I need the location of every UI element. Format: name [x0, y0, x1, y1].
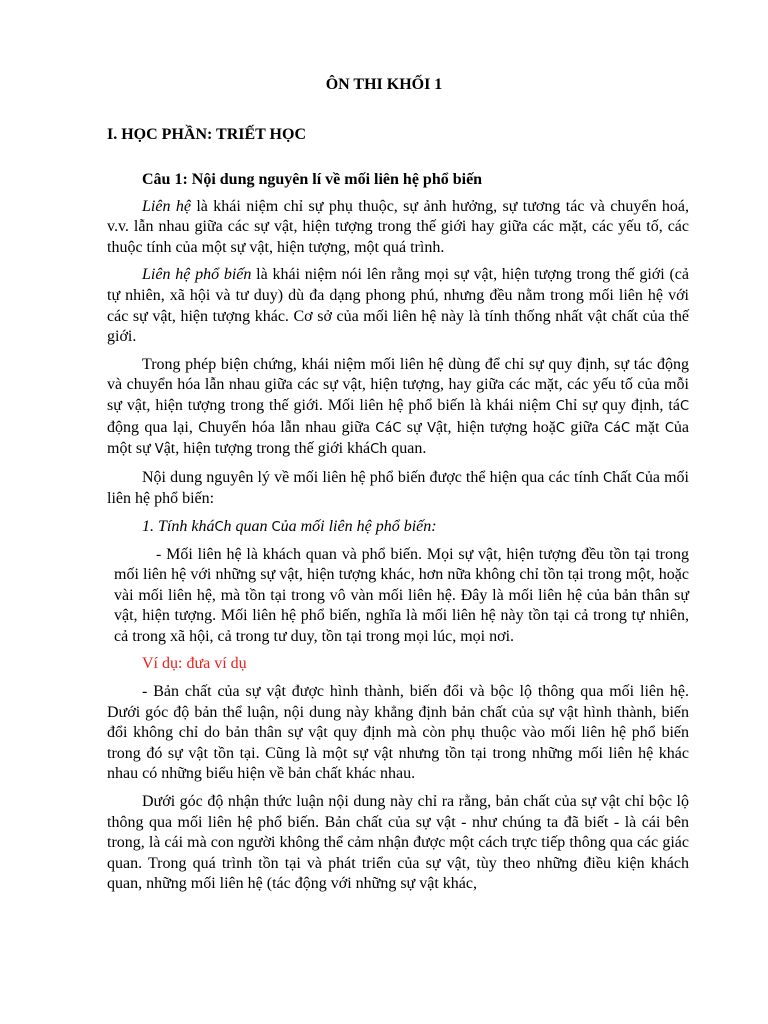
paragraph-definition	[107, 197, 689, 259]
glyph-run: C	[635, 470, 645, 486]
section-heading: I. HỌC PHẦN: TRIẾT HỌC	[107, 126, 306, 143]
glyph-run: V	[427, 420, 436, 436]
glyph-run: C	[603, 470, 613, 486]
text-run: ật, hiện tượng trong thế giới khá	[163, 440, 371, 458]
glyph-run: C	[370, 442, 380, 458]
text-run: ủa mối liên hệ phổ biến:	[107, 468, 689, 508]
text-run: sự	[401, 418, 428, 436]
paragraph-text: là khái niệm chỉ sự phụ thuộc, sự ảnh hưởng, sự tương tác và chuyển hoá, v.v. lẫn nhau giữa các sự vật, hiện tượng trong thế giới hay giữa các mặt, các yếu tố, các thuộc tính của một sự vật, hiện tượng, một quá trình.	[107, 197, 690, 256]
term-lien-he: Liên hệ	[142, 197, 191, 215]
text-run: Nội dung nguyên lý về mối liên hệ phổ biến được thể hiện qua các tính	[142, 468, 604, 486]
text-run: ủa một sự	[107, 418, 690, 458]
paragraph-epistemology: Dưới góc độ nhận thức luận nội dung này chỉ ra rằng, bản chất của sự vật chỉ bộc lộ thông qua mối liên hệ phổ biến. Bản chất của sự vật - như chúng ta đã biết - là cái bên trong, là cái mà con người không thể cảm nhận được một cách trực tiếp thông qua các giác quan. Trong quá trình tồn tại và phát triển của sự vật, tùy theo những điều kiện khách quan, những mối liên hệ (tác động với những sự vật khác,	[107, 793, 689, 893]
text-run: giữa	[564, 418, 604, 436]
paragraph-principle	[107, 468, 689, 510]
subsection-heading	[107, 517, 689, 539]
paragraph-dialectics	[107, 355, 689, 461]
glyph-run: C	[555, 398, 565, 414]
text-run: ật, hiện tượng hoặ	[435, 418, 556, 436]
document-body	[107, 170, 689, 902]
glyph-run: C	[214, 519, 224, 535]
text-run: hỉ sự quy định, tá	[564, 396, 680, 414]
glyph-run: CáC	[375, 420, 402, 436]
term-lien-he-pho-bien: Liên hệ phổ biến	[142, 266, 252, 284]
document-title: ÔN THI KHỐI 1	[325, 76, 443, 93]
text-run: mặt	[630, 418, 665, 436]
text-run: hất	[612, 468, 636, 486]
text-run: h quan.	[379, 440, 427, 458]
question-heading: Câu 1: Nội dung nguyên lí về mối liên hệ phổ biến	[142, 171, 483, 188]
paragraph-universal-link	[107, 265, 689, 347]
glyph-run: C	[679, 398, 690, 414]
text-run: 1. Tính khá	[142, 517, 215, 535]
glyph-run: V	[154, 442, 164, 458]
text-run: động qua lại,	[107, 418, 199, 436]
example-line: Ví dụ: đưa ví dụ	[142, 655, 247, 673]
glyph-run: CáC	[603, 420, 631, 436]
text-run: ủa mối liên hệ phổ biến:	[280, 517, 437, 535]
glyph-run: C	[664, 420, 674, 436]
glyph-run: C	[198, 420, 208, 436]
paragraph-essence: - Bản chất của sự vật được hình thành, biến đổi và bộc lộ thông qua mối liên hệ. Dưới góc độ bản thể luận, nội dung này khẳng định bản chất của sự vật hình thành, biến đổi không chỉ do bản thân sự vật quy định mà còn phụ thuộc vào mối liên hệ phổ biến trong đó sự vật tồn tại. Cũng là một sự vật nhưng tồn tại trong những mối liên hệ khác nhau có những biểu hiện về bản chất khác nhau.	[107, 683, 689, 783]
paragraph-text: là khái niệm nói lên rằng mọi sự vật, hiện tượng trong thế giới (cả tự nhiên, xã hội và tư duy) dù đa dạng phong phú, nhưng đều nằm trong mối liên hệ với các sự vật, hiện tượng khác. Cơ sở của mối liên hệ này là tính thống nhất vật chất của thế giới.	[107, 266, 690, 346]
glyph-run: C	[555, 420, 565, 436]
text-run: h quan	[223, 517, 272, 535]
text-run: Trong phép biện chứng, khái niệm mối liên hệ dùng để chỉ sự quy định, sự tác động và chuyển hóa lẫn nhau giữa các sự vật, hiện tượng, hay giữa các mặt, các yếu tố của mỗi sự vật, hiện tượng trong thế giới. Mối liên hệ phổ biến là khái niệm	[107, 355, 689, 414]
paragraph-objective: - Mối liên hệ là khách quan và phổ biến. Mọi sự vật, hiện tượng đều tồn tại trong mối liên hệ với những sự vật, hiện tượng khác, hơn nữa không chỉ tồn tại trong một, hoặc vài mối liên hệ, mà tồn tại trong vô vàn mối liên hệ. Đây là mối liên hệ của bản thân sự vật, hiện tượng. Mối liên hệ phổ biến, nghĩa là mối liên hệ này tồn tại cả trong tự nhiên, cả trong xã hội, cả trong tư duy, tồn tại trong mọi lúc, mọi nơi.	[114, 545, 689, 645]
text-run: huyển hóa lẫn nhau giữa	[207, 418, 376, 436]
glyph-run: C	[271, 519, 281, 535]
